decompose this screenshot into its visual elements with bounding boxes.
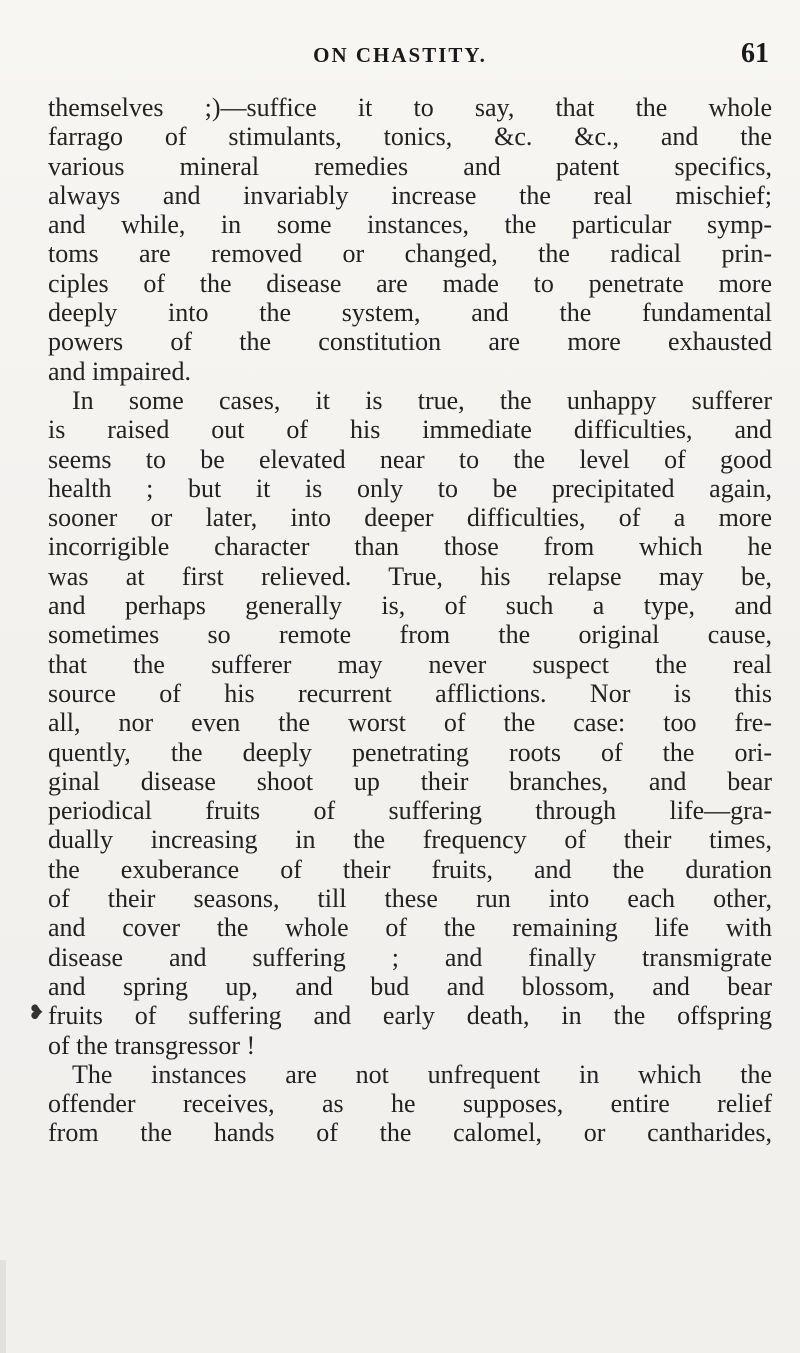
- text-line: source of his recurrent afflictions. Nor is this: [48, 678, 772, 708]
- paragraph-start-line: The instances are not unfrequent in which the: [72, 1059, 772, 1089]
- text-line: dually increasing in the frequency of their times,: [48, 825, 772, 855]
- text-line: and spring up, and bud and blossom, and bear: [48, 971, 772, 1001]
- paragraph-start-line: In some cases, it is true, the unhappy sufferer: [72, 385, 772, 415]
- text-line: always and invariably increase the real mischief;: [48, 180, 772, 210]
- body-text: [48, 93, 772, 1148]
- page-edge-shadow: [0, 1260, 6, 1353]
- text-line: health ; but it is only to be precipitated again,: [48, 473, 772, 503]
- text-line: from the hands of the calomel, or cantharides,: [48, 1118, 772, 1148]
- text-line: incorrigible character than those from which he: [48, 532, 772, 562]
- text-line: is raised out of his immediate difficulties, and: [48, 415, 772, 445]
- paragraph-end-line: and impaired.: [48, 356, 191, 386]
- text-line: ciples of the disease are made to penetrate more: [48, 268, 772, 298]
- text-line: farrago of stimulants, tonics, &c. &c., and the: [48, 122, 772, 152]
- text-line: themselves ;)—suffice it to say, that the whole: [48, 93, 772, 122]
- margin-mark-icon: ❥: [28, 1000, 45, 1024]
- text-line: the exuberance of their fruits, and the duration: [48, 854, 772, 884]
- text-line: and while, in some instances, the particular symp-: [48, 210, 772, 240]
- text-line: fruits of suffering and early death, in the offspring: [48, 1001, 772, 1031]
- text-line: powers of the constitution are more exhausted: [48, 327, 772, 357]
- page-number: 61: [741, 38, 769, 69]
- page-header: [0, 38, 800, 83]
- text-line: and perhaps generally is, of such a type, and: [48, 591, 772, 621]
- running-head: ON CHASTITY.: [313, 43, 487, 67]
- text-line: various mineral remedies and patent specifics,: [48, 151, 772, 181]
- text-line: quently, the deeply penetrating roots of the ori-: [48, 737, 772, 767]
- text-line: that the sufferer may never suspect the real: [48, 649, 772, 679]
- text-line: periodical fruits of suffering through life—gra-: [48, 796, 772, 826]
- text-line: was at first relieved. True, his relapse may be,: [48, 561, 772, 591]
- text-line: ginal disease shoot up their branches, and bear: [48, 766, 772, 796]
- text-line: sometimes so remote from the original cause,: [48, 620, 772, 650]
- text-line: toms are removed or changed, the radical prin-: [48, 239, 772, 269]
- text-line: seems to be elevated near to the level of good: [48, 444, 772, 474]
- text-line: sooner or later, into deeper difficulties, of a more: [48, 503, 772, 533]
- text-line: and cover the whole of the remaining life with: [48, 913, 772, 943]
- paragraph-end-line: of the transgressor !: [48, 1030, 256, 1060]
- text-line: of their seasons, till these run into each other,: [48, 884, 772, 914]
- text-line: all, nor even the worst of the case: too fre-: [48, 708, 772, 738]
- text-line: offender receives, as he supposes, entire relief: [48, 1089, 772, 1119]
- text-line: deeply into the system, and the fundamental: [48, 298, 772, 328]
- text-line: disease and suffering ; and finally transmigrate: [48, 942, 772, 972]
